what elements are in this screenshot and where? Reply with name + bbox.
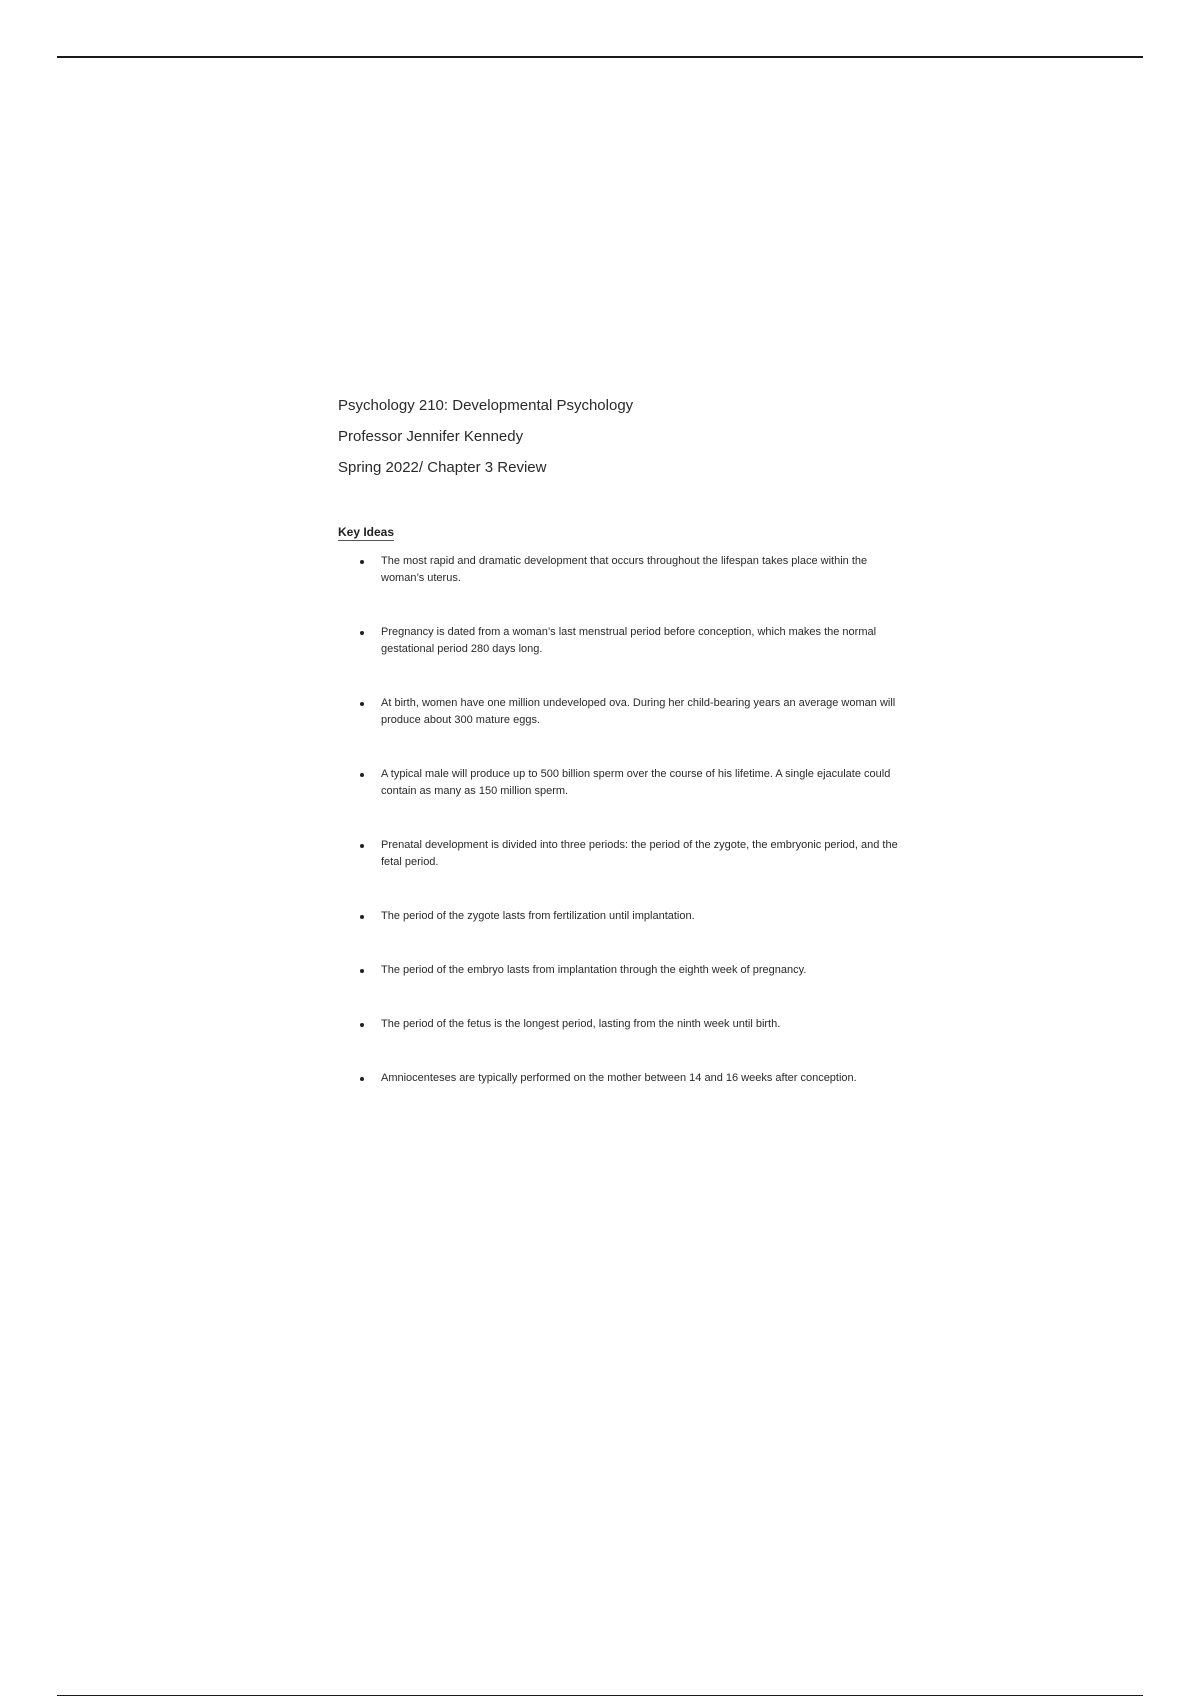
list-item-text: Prenatal development is divided into three periods: the period of the zygote, the embryonic period, and the fetal period. [381,839,898,868]
list-item-text: At birth, women have one million undeveloped ova. During her child-bearing years an average woman will produce about 300 mature eggs. [381,697,896,726]
bullet-icon [360,560,364,564]
list-item-text: The period of the zygote lasts from fertilization until implantation. [381,910,695,922]
list-item [338,624,898,658]
bullet-icon [360,702,364,706]
professor-name: Professor Jennifer Kennedy [338,428,524,445]
list-item-text: Amniocenteses are typically performed on the mother between 14 and 16 weeks after conception. [381,1072,857,1084]
bullet-icon [360,969,364,973]
key-ideas-list [338,553,898,1087]
document-body [338,396,898,1087]
list-item [338,766,898,800]
bullet-icon [360,1077,364,1081]
list-item [338,962,898,979]
list-item-text: A typical male will produce up to 500 billion sperm over the course of his lifetime. A single ejaculate could contain as many as 150 million sperm. [381,768,891,797]
list-item-text: The most rapid and dramatic development that occurs throughout the lifespan takes place within the woman’s uterus. [381,555,868,584]
bottom-rule [57,1695,1143,1696]
course-title: Psychology 210: Developmental Psychology [338,397,634,414]
list-item-text: Pregnancy is dated from a woman’s last menstrual period before conception, which makes the normal gestational period 280 days long. [381,626,877,655]
bullet-icon [360,915,364,919]
list-item [338,695,898,729]
list-item [338,1070,898,1087]
term-chapter: Spring 2022/ Chapter 3 Review [338,459,547,476]
bullet-icon [360,631,364,635]
list-item [338,553,898,587]
bullet-icon [360,1023,364,1027]
bullet-icon [360,773,364,777]
list-item [338,837,898,871]
bullet-icon [360,844,364,848]
key-ideas-heading: Key Ideas [338,525,395,539]
list-item-text: The period of the fetus is the longest period, lasting from the ninth week until birth. [381,1018,781,1030]
top-rule [57,56,1143,58]
list-item [338,908,898,925]
list-item-text: The period of the embryo lasts from implantation through the eighth week of pregnancy. [381,964,807,976]
list-item [338,1016,898,1033]
